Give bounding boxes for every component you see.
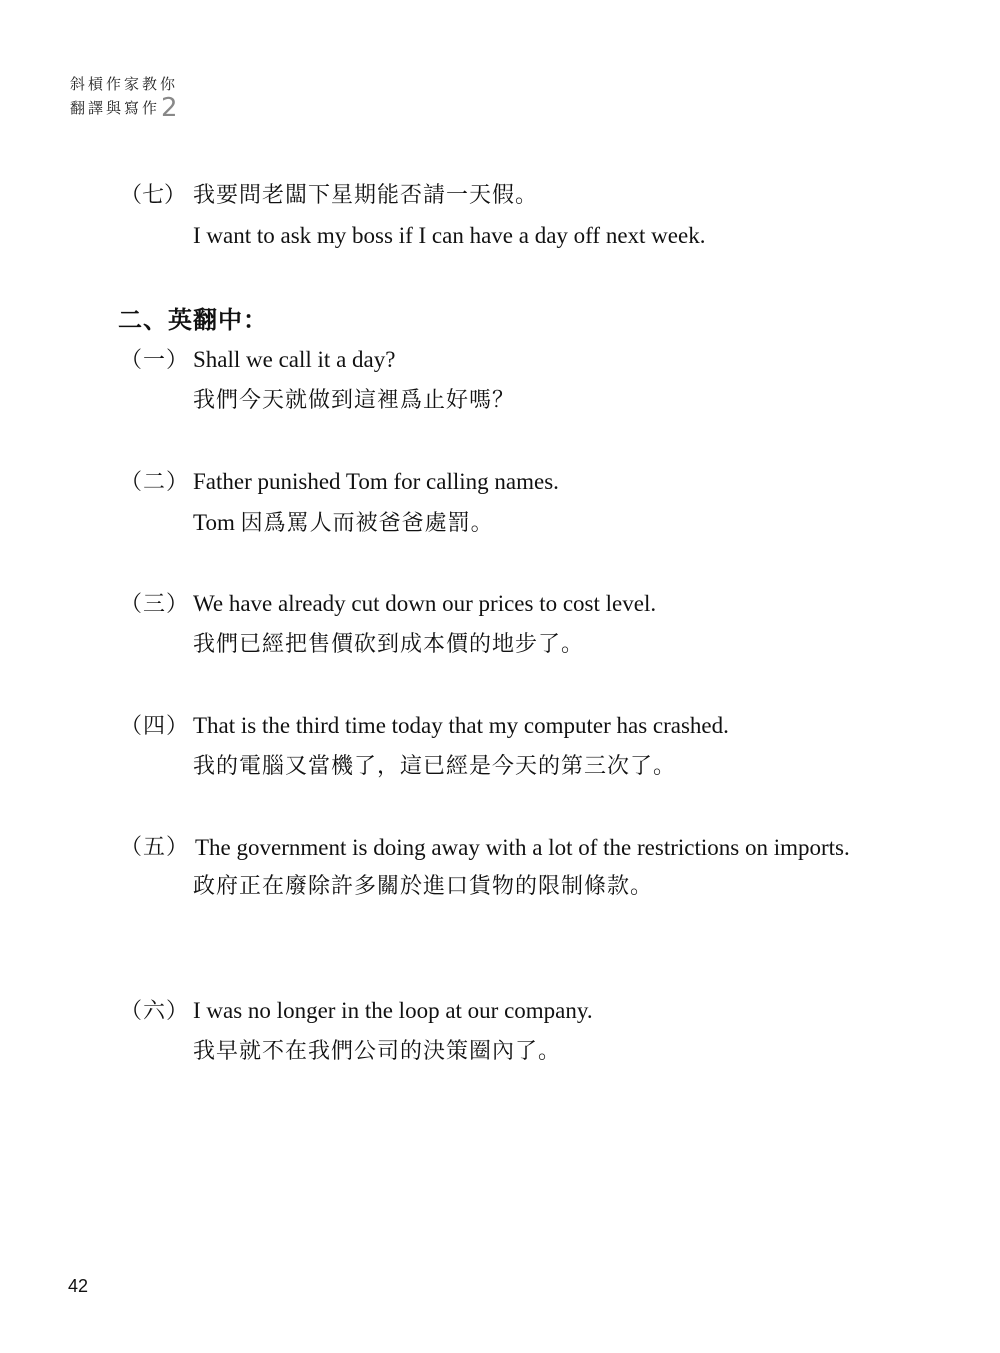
page-number: 42 (68, 1276, 89, 1296)
header-volume-number: 2 (161, 93, 178, 123)
item-number: （二） (120, 470, 190, 495)
item-chinese-text: 我們今天就做到這裡爲止好嗎？ (193, 388, 516, 413)
item-5-english-line (120, 827, 865, 869)
exercise-item-3 (120, 584, 656, 665)
exercise-item-4 (120, 706, 729, 787)
item-chinese-text: 我的電腦又當機了，這已經是今天的第三次了。 (193, 754, 677, 779)
item-3-english-line (120, 584, 656, 625)
item-chinese-text: 我要問老闆下星期能否請一天假。 (193, 183, 539, 208)
item-number: （七） (120, 183, 187, 208)
item-chinese-text: 我們已經把售價砍到成本價的地步了。 (193, 632, 585, 657)
item-4-english-line (120, 706, 729, 747)
item-english-text: I want to ask my boss if I can have a day off next week. (193, 223, 706, 248)
item-english-text: We have already cut down our prices to cost level. (193, 591, 657, 616)
running-header (70, 72, 179, 123)
item-chinese-text: 政府正在廢除許多關於進口貨物的限制條款。 (193, 874, 654, 899)
exercise-item-7 (120, 176, 705, 256)
item-number: （六） (120, 999, 190, 1024)
item-2-chinese-line (120, 503, 559, 544)
item-chinese-text: 我早就不在我們公司的決策圈內了。 (193, 1039, 562, 1064)
header-series-title: 斜槓作家教你 (70, 75, 179, 93)
item-number: （四） (120, 714, 190, 739)
section-title: 二、英翻中： (118, 306, 268, 334)
item-english-text: Father punished Tom for calling names. (193, 469, 559, 494)
header-book-title (70, 93, 178, 123)
header-book-title-text: 翻譯與寫作 (70, 99, 161, 117)
exercise-item-1 (120, 340, 515, 421)
exercise-item-2 (120, 462, 559, 544)
exercise-item-5 (120, 827, 865, 907)
item-english-text: I was no longer in the loop at our company. (193, 998, 593, 1023)
item-6-english-line (120, 991, 593, 1032)
item-english-text: Shall we call it a day? (193, 347, 396, 372)
item-chinese-prefix: Tom (193, 510, 235, 535)
item-number: （五） (120, 835, 190, 860)
item-english-text: The government is doing away with a lot of the restrictions on imports. (195, 835, 850, 860)
item-7-chinese-line (120, 176, 705, 216)
item-number: （三） (120, 592, 190, 617)
exercise-item-6 (120, 991, 593, 1072)
item-english-text: That is the third time today that my computer has crashed. (193, 713, 729, 738)
item-1-english-line (120, 340, 515, 381)
item-chinese-text: 因爲罵人而被爸爸處罰。 (240, 511, 494, 536)
item-number: （一） (120, 348, 190, 373)
item-2-english-line (120, 462, 559, 503)
